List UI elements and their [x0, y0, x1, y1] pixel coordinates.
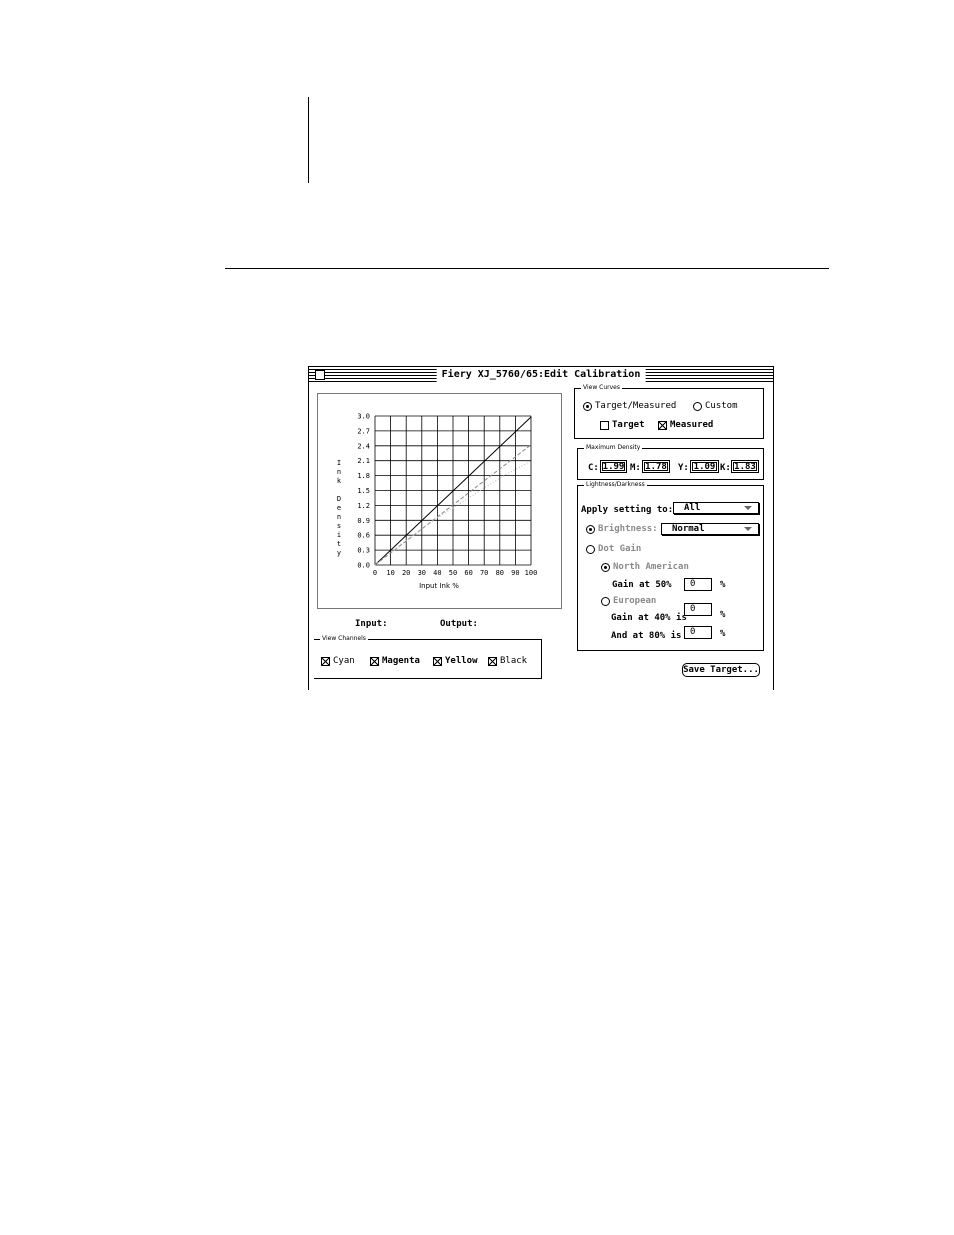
radio-unselected-icon: [586, 545, 595, 554]
save-target-button[interactable]: Save Target...: [683, 665, 759, 675]
maximum-density-group: [577, 444, 764, 480]
gain-at-80-label: And at 80% is: [611, 631, 682, 641]
apply-setting-value: All: [684, 503, 701, 513]
apply-setting-popup[interactable]: [673, 502, 759, 514]
target-label: Target: [612, 420, 645, 430]
x-tick-label: 80: [495, 569, 505, 577]
dot-gain-label: Dot Gain: [598, 544, 642, 554]
m-label: M:: [630, 463, 641, 473]
y-axis-label-char: y: [336, 549, 342, 557]
close-box-icon[interactable]: [315, 370, 325, 380]
radio-unselected-icon: [601, 597, 610, 606]
checkbox-checked-icon: [433, 657, 442, 666]
y-axis-label-char: D: [336, 495, 342, 503]
cyan-label: Cyan: [333, 656, 355, 666]
calibration-graph-panel: [317, 393, 562, 609]
y-axis-label-char: s: [336, 522, 342, 530]
view-channels-group: [314, 635, 542, 679]
c-label: C:: [588, 463, 599, 473]
edit-calibration-window: [308, 366, 774, 690]
y-tick-label: 3.0: [357, 412, 370, 421]
north-american-radio[interactable]: [601, 562, 689, 572]
measured-label: Measured: [670, 420, 714, 430]
x-tick-label: 20: [401, 569, 411, 577]
x-tick-label: 90: [511, 569, 520, 577]
popup-arrow-icon: [744, 527, 752, 531]
x-tick-label: 0: [372, 569, 378, 577]
c-density-field[interactable]: 1.99: [600, 460, 627, 473]
radio-selected-icon: [583, 402, 592, 411]
output-label: Output:: [440, 619, 478, 629]
y-tick-label: 1.5: [357, 487, 370, 495]
gain-at-50-label: Gain at 50%: [612, 580, 672, 590]
view-curves-group: [574, 384, 764, 439]
target-measured-radio[interactable]: [583, 401, 676, 411]
y-axis-label-char: t: [336, 540, 342, 548]
x-tick-label: 60: [464, 569, 473, 577]
checkbox-checked-icon: [321, 657, 330, 666]
y-tick-label: 2.1: [357, 457, 370, 466]
checkbox-checked-icon: [488, 657, 497, 666]
brightness-label: Brightness:: [598, 524, 658, 534]
lightness-darkness-group: [577, 481, 764, 651]
x-axis-label: Input Ink %: [419, 582, 459, 590]
y-axis-label-char: k: [336, 477, 342, 485]
x-tick-label: 50: [448, 569, 458, 577]
view-channels-title: View Channels: [322, 635, 366, 642]
y-label: Y:: [678, 463, 689, 473]
checkbox-checked-icon: [658, 421, 667, 430]
black-checkbox[interactable]: [488, 656, 527, 666]
lightness-darkness-title: Lightness/Darkness: [586, 481, 645, 488]
y-tick-label: 1.2: [357, 501, 370, 510]
x-tick-label: 10: [386, 569, 395, 577]
y-tick-label: 1.8: [357, 472, 370, 481]
apply-setting-label: Apply setting to:: [581, 505, 674, 515]
custom-radio[interactable]: [693, 401, 738, 411]
target-checkbox[interactable]: [600, 420, 645, 430]
dot-gain-radio[interactable]: [586, 544, 641, 554]
gain-at-80-field[interactable]: 0: [684, 626, 712, 639]
radio-selected-icon: [601, 563, 610, 572]
y-axis-label-char: I: [336, 459, 342, 467]
title-bar[interactable]: [309, 367, 773, 382]
yellow-checkbox[interactable]: [433, 656, 478, 666]
y-tick-label: 2.7: [357, 427, 370, 436]
custom-label: Custom: [705, 401, 738, 411]
european-label: European: [613, 596, 657, 606]
gain-at-50-field[interactable]: 0: [684, 578, 712, 591]
checkbox-checked-icon: [370, 657, 379, 666]
y-tick-label: 0.3: [357, 546, 370, 555]
x-tick-label: 30: [417, 569, 427, 577]
north-american-label: North American: [613, 562, 689, 572]
gain-at-40-percent: %: [720, 610, 726, 620]
magenta-checkbox[interactable]: [370, 656, 420, 666]
y-axis-label-char: [334, 486, 344, 495]
y-tick-label: 2.4: [357, 442, 370, 451]
magenta-label: Magenta: [382, 656, 420, 666]
brightness-popup[interactable]: [661, 523, 759, 535]
gain-at-40-label: Gain at 40% is: [611, 613, 687, 623]
brightness-radio[interactable]: [586, 524, 658, 534]
y-tick-label: 0.0: [357, 561, 370, 570]
popup-arrow-icon: [744, 506, 752, 510]
black-label: Black: [500, 656, 528, 666]
maximum-density-title: Maximum Density: [586, 444, 641, 451]
k-label: K:: [720, 463, 731, 473]
gain-at-50-percent: %: [720, 580, 726, 590]
cyan-checkbox[interactable]: [321, 656, 355, 666]
gain-at-80-percent: %: [720, 629, 726, 639]
x-tick-label: 40: [433, 569, 442, 577]
x-tick-label: 70: [479, 569, 489, 577]
radio-unselected-icon: [693, 402, 702, 411]
y-axis-label-char: e: [336, 504, 342, 512]
radio-selected-icon: [586, 525, 595, 534]
yellow-label: Yellow: [445, 656, 478, 666]
european-radio[interactable]: [601, 596, 656, 606]
section-horizontal-rule: [225, 268, 829, 269]
y-axis-label: [334, 459, 344, 558]
y-axis-label-char: n: [336, 468, 342, 476]
y-tick-label: 0.9: [357, 516, 370, 525]
x-tick-label: 100: [524, 569, 538, 577]
y-tick-label: 0.6: [357, 531, 370, 540]
window-title: Fiery XJ_5760/65:Edit Calibration: [437, 367, 646, 382]
y-axis-label-char: i: [336, 531, 342, 539]
target-measured-label: Target/Measured: [595, 401, 677, 411]
measured-checkbox[interactable]: [658, 420, 713, 430]
margin-vertical-rule: [308, 97, 309, 183]
calibration-chart: [318, 394, 561, 608]
m-density-field[interactable]: 1.78: [642, 460, 670, 473]
y-axis-label-char: n: [336, 513, 342, 521]
k-density-field[interactable]: 1.83: [731, 460, 759, 473]
checkbox-unchecked-icon: [600, 421, 609, 430]
input-label: Input:: [355, 619, 388, 629]
y-density-field[interactable]: 1.09: [690, 460, 719, 473]
gain-at-40-field[interactable]: 0: [684, 603, 712, 616]
view-curves-title: View Curves: [583, 384, 620, 391]
brightness-value: Normal: [672, 524, 705, 534]
